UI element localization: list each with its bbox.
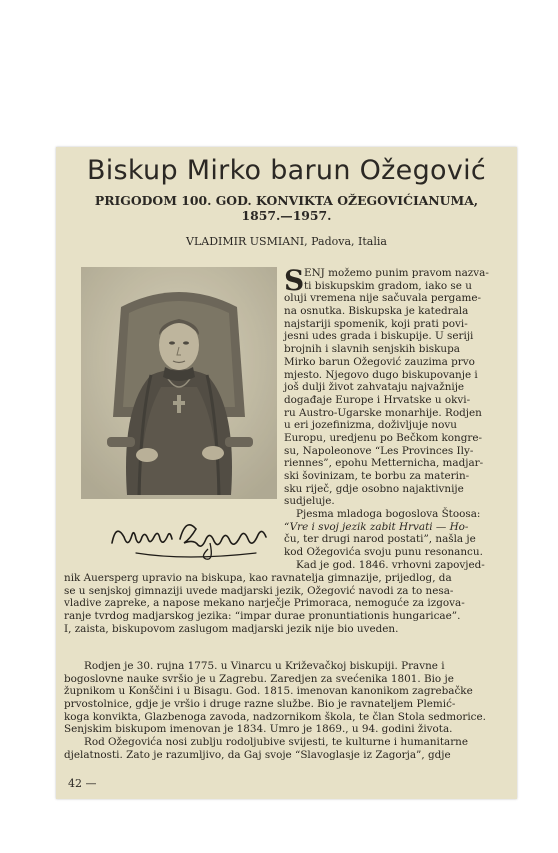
text-line: Europu, uredjenu po Bečkom kongre- — [284, 431, 483, 444]
text-line: su, Napoleonove “Les Provinces Ily- — [284, 444, 474, 457]
paragraph-2 — [64, 660, 512, 762]
text-line: Rod Ožegovića nosi zublju rodoljubive svijesti, te kulturne i humanitarne — [84, 736, 469, 749]
text-line: oluji vremena nije sačuvala pergame- — [284, 292, 482, 305]
bishop-signature — [106, 509, 276, 563]
text-line: nik Auersperg upravio na biskupa, kao ravnatelja gimnazije, prijedlog, da — [64, 572, 452, 584]
text-line: ru Austro-Ugarske monarhije. Rodjen — [284, 406, 482, 419]
text-line: još dulji život zahvataju najvažnije — [284, 381, 465, 394]
text-line: događaje Europe i Hrvatske u okvi- — [284, 393, 471, 406]
text-line: Senjskim biskupom imenovan je 1834. Umro je 1869., u 94. godini života. — [64, 723, 453, 736]
text-line: se u senjskoj gimnaziji uvede madjarski jezik, Ožegović navodi za to nesa- — [64, 584, 454, 597]
subtitle-years: 1857.—1957. — [241, 208, 332, 223]
text-line: bogoslovne nauke svršio je u Zagrebu. Zaredjen za svećenika 1801. Bio je — [64, 672, 454, 685]
author-byline: VLADIMIR USMIANI, Padova, Italia — [186, 235, 387, 248]
text-line: sudjeluje. — [284, 495, 335, 508]
text-line: “Vre i svoj jezik zabit Hrvati — Ho- — [284, 520, 469, 533]
text-line: koga konvikta, Glazbenoga zavoda, nadzornikom škola, te član Stola sedmorice. — [64, 710, 486, 723]
text-line: vladive zapreke, a napose mekano narječje Primoraca, nemoguće za izgova- — [64, 597, 465, 610]
text-line: Mirko barun Ožegović zauzima prvo — [284, 355, 475, 368]
text-line: u eri jozefinizma, doživljuje novu — [284, 419, 457, 432]
text-line: župnikom u Konščini i u Bisagu. God. 1815. imenovan kanonikom zagrebačke — [64, 685, 473, 698]
text-line: mjesto. Njegovo dugo biskupovanje i — [284, 368, 478, 381]
text-line: brojnih i slavnih senjskih biskupa — [284, 343, 460, 356]
text-line: Rodjen je 30. rujna 1775. u Vinarcu u Križevačkoj biskupiji. Pravne i — [84, 660, 445, 672]
article-column-text — [284, 264, 506, 572]
text-line: Kad je god. 1846. vrhovni zapovjed- — [296, 558, 485, 571]
article-title: Biskup Mirko barun Ožegović — [86, 155, 487, 186]
text-line: na osnutka. Biskupska je katedrala — [284, 305, 469, 318]
text-line: ranje tvrdog madjarskog jezika: “impar durae pronuntiationis hungaricae”. — [64, 610, 461, 623]
text-line: ču, ter drugi narod postati”, našla je — [284, 533, 476, 546]
text-line: kod Ožegovića svoju punu resonancu. — [284, 546, 483, 559]
text-line: Pjesma mladoga bogoslova Štoosa: — [296, 508, 481, 521]
text-line: ski šovinizam, te borbu za materin- — [284, 470, 470, 482]
text-line: djelatnosti. Zato je razumljivo, da Gaj svoje “Slavoglasje iz Zagorja”, gdje — [64, 748, 451, 761]
text-line: najstariji spomenik, koji prati povi- — [284, 317, 468, 330]
text-line: I, zaista, biskupovom zaslugom madjarski jezik nije bio uveden. — [64, 622, 399, 635]
drop-cap: S — [284, 264, 305, 297]
text-line: ENJ možemo punim pravom nazva- — [304, 267, 489, 279]
text-line: jesni udes grada i biskupije. U seriji — [284, 330, 474, 343]
text-line: prvostolnice, gdje je vršio i druge razne službe. Bio je ravnateljem Plemić- — [64, 698, 456, 711]
bishop-portrait-photo — [81, 267, 277, 499]
article-subtitle — [76, 193, 497, 223]
article-page — [56, 147, 517, 799]
page-number: 42 — — [68, 777, 97, 790]
text-line: riennes”, epohu Metternicha, madjar- — [284, 457, 484, 470]
subtitle-line: PRIGODOM 100. GOD. KONVIKTA OŽEGOVIĆIANUMA, — [94, 193, 479, 208]
paragraph-1 — [64, 572, 512, 635]
text-line: sku riječ, gdje osobno najaktivnije — [284, 482, 464, 495]
text-line: ti biskupskim gradom, iako se u — [304, 279, 472, 292]
